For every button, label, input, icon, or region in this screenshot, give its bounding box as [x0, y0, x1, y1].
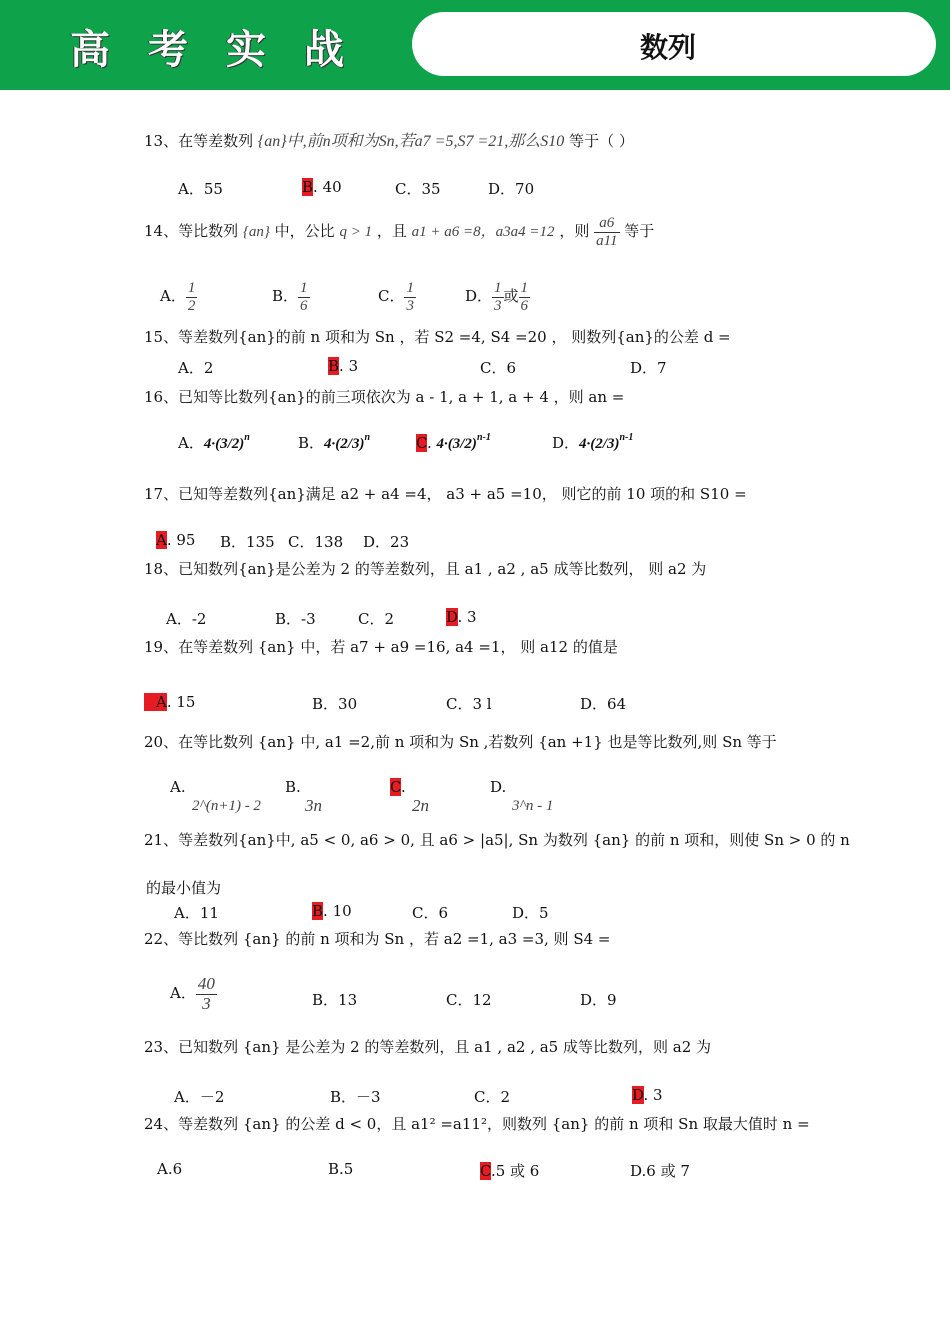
option-17-d[interactable]: D．23 [363, 533, 410, 551]
option-21-c[interactable]: C．6 [412, 904, 449, 922]
option-label: A． [170, 984, 196, 1003]
option-label: B. [285, 778, 301, 796]
option-label-dot: . [400, 778, 406, 796]
question-19: 19、在等差数列 {an} 中，若 a7 + a9 =16, a4 =1， 则 a12 的值是 [144, 638, 618, 656]
option-exp: n [364, 432, 371, 443]
question-16: 16、已知等比数列{an}的前三项依次为 a - 1, a + 1, a + 4 ，则 an = [144, 388, 625, 406]
question-15: 15、等差数列{an}的前 n 项和为 Sn ，若 S2 =4, S4 =20 ， 则数列{an}的公差 d = [144, 328, 731, 346]
answer-mark: C [480, 1162, 491, 1180]
frac-den: a11 [596, 232, 618, 249]
option-13-a[interactable]: A．55 [178, 180, 223, 198]
question-14-mid: 中，公比 [274, 222, 335, 240]
option-17-a[interactable] [156, 531, 195, 549]
option-18-a[interactable]: A．-2 [166, 610, 207, 628]
option-13-d[interactable]: D．70 [488, 180, 535, 198]
question-14-mid3: ，则 [559, 222, 590, 240]
option-22-c[interactable]: C．12 [446, 991, 492, 1009]
answer-mark: B [328, 357, 340, 375]
question-13-tail: 等于（ ） [569, 132, 634, 150]
option-23-d[interactable] [632, 1086, 663, 1104]
question-21: 21、等差数列{an}中, a5 < 0, a6 > 0, 且 a6 > |a5|, Sn 为数列 {an} 的前 n 项和，则使 Sn > 0 的 n [144, 831, 850, 849]
frac-num: 1 [187, 280, 196, 296]
frac-den: 6 [300, 297, 308, 314]
option-fraction [196, 975, 217, 1013]
option-label: A. [170, 778, 186, 796]
option-21-b-text: . 10 [323, 902, 352, 920]
option-label-dot: . [426, 434, 432, 452]
option-fraction [298, 280, 310, 314]
question-20: 20、在等比数列 {an} 中, a1 =2,前 n 项和为 Sn ,若数列 {an +1} 也是等比数列,则 Sn 等于 [144, 733, 777, 751]
question-14 [144, 215, 654, 249]
option-expr: 3n [305, 796, 322, 815]
option-expr: 3^n - 1 [512, 798, 554, 814]
question-14-cond1: q > 1 [339, 224, 373, 240]
question-13-lead: 13、在等差数列 [144, 132, 254, 150]
option-19-d[interactable]: D．64 [580, 695, 627, 713]
frac-den: 6 [520, 297, 529, 314]
option-17-c[interactable]: C．138 [288, 533, 344, 551]
option-label: D. [490, 778, 507, 796]
frac-num: 1 [300, 280, 308, 296]
option-expr: 4·(3/2) [203, 436, 245, 452]
option-fraction [186, 280, 198, 314]
option-16-c[interactable] [416, 432, 491, 453]
option-20-c[interactable] [390, 778, 429, 816]
option-fraction [404, 280, 416, 314]
question-22: 22、等比数列 {an} 的前 n 项和为 Sn ，若 a2 =1, a3 =3, 则 S4 = [144, 930, 611, 948]
option-15-a[interactable]: A．2 [178, 359, 214, 377]
frac-den: 2 [187, 297, 196, 314]
option-23-b[interactable]: B．－3 [330, 1088, 381, 1106]
option-19-b[interactable]: B．30 [312, 695, 358, 713]
frac-num: 40 [197, 974, 215, 993]
question-13 [144, 128, 634, 151]
option-expr: 4·(2/3) [324, 436, 365, 452]
option-18-d[interactable] [446, 608, 477, 626]
question-18: 18、已知数列{an}是公差为 2 的等差数列，且 a1 , a2 , a5 成等比数列， 则 a2 为 [144, 560, 707, 578]
frac-num: a6 [594, 215, 619, 233]
answer-mark: A [144, 693, 167, 711]
question-14-seq: {an} [242, 224, 270, 240]
option-19-c[interactable]: C．3 l [446, 695, 492, 713]
frac-num: 1 [494, 280, 502, 296]
option-17-b[interactable]: B．135 [220, 533, 275, 551]
question-14-lead: 14、等比数列 [144, 222, 239, 240]
question-23: 23、已知数列 {an} 是公差为 2 的等差数列，且 a1 , a2 , a5 成等比数列，则 a2 为 [144, 1038, 712, 1056]
option-23-c[interactable]: C．2 [474, 1088, 511, 1106]
question-21-line2: 的最小值为 [146, 879, 222, 897]
option-label: B． [298, 434, 325, 452]
option-24-a[interactable]: A.6 [157, 1160, 183, 1178]
question-14-tail: 等于 [624, 222, 655, 240]
option-expr: 4·(2/3) [579, 436, 620, 452]
question-24: 24、等差数列 {an} 的公差 d < 0，且 a1² =a11²，则数列 {an} 的前 n 项和 Sn 取最大值时 n = [144, 1115, 810, 1133]
option-label: D． [552, 434, 580, 452]
header-title: 高考实战 [70, 27, 382, 73]
answer-mark: C [390, 778, 401, 796]
option-21-a[interactable]: A．11 [174, 904, 219, 922]
option-expr: 4·(3/2) [436, 436, 477, 452]
answer-mark: C [416, 434, 427, 452]
answer-mark: A [156, 531, 167, 549]
option-14-d[interactable] [465, 280, 530, 314]
option-label: A． [160, 287, 186, 305]
option-19-a-text: . 15 [166, 693, 196, 711]
option-15-b-text: . 3 [339, 357, 359, 375]
option-16-b[interactable] [298, 432, 370, 453]
option-14-a[interactable] [160, 280, 197, 314]
option-22-b[interactable]: B．13 [312, 991, 358, 1009]
option-19-a[interactable] [144, 693, 195, 711]
frac-den: 3 [406, 297, 414, 314]
option-expr: 2n [412, 796, 429, 815]
option-22-d[interactable]: D．9 [580, 991, 617, 1009]
option-24-d[interactable]: D.6 或 7 [630, 1162, 690, 1180]
option-18-c[interactable]: C．2 [358, 610, 395, 628]
option-fraction [492, 280, 504, 314]
answer-mark: D [632, 1086, 644, 1104]
option-23-a[interactable]: A．－2 [174, 1088, 225, 1106]
option-20-b[interactable] [285, 778, 322, 816]
option-17-a-text: . 95 [166, 531, 196, 549]
option-label: C． [378, 287, 405, 305]
header-banner [0, 0, 950, 90]
option-13-c[interactable]: C．35 [395, 180, 441, 198]
answer-mark: B [312, 902, 324, 920]
frac-den: 3 [202, 993, 211, 1013]
option-16-a[interactable] [178, 432, 250, 453]
option-16-d[interactable] [552, 432, 633, 453]
option-22-a[interactable] [170, 975, 217, 1013]
option-23-d-text: . 3 [643, 1086, 663, 1104]
option-20-a[interactable] [170, 778, 261, 815]
option-13-b[interactable] [302, 178, 342, 196]
option-14-b[interactable] [272, 280, 310, 314]
option-18-b[interactable]: B．-3 [275, 610, 316, 628]
or-text: 或 [503, 287, 519, 305]
answer-mark: B [302, 178, 314, 196]
option-15-b[interactable] [328, 357, 358, 375]
option-label: D． [465, 287, 493, 305]
option-24-b[interactable]: B.5 [328, 1160, 354, 1178]
frac-num: 1 [520, 280, 529, 296]
header-topic: 数列 [640, 31, 697, 64]
option-15-d[interactable]: D．7 [630, 359, 667, 377]
question-14-fraction [594, 215, 619, 249]
option-20-d[interactable] [490, 778, 553, 815]
option-label: A． [178, 434, 204, 452]
option-exp: n-1 [476, 432, 491, 443]
frac-den: 3 [494, 297, 502, 314]
question-14-cond2: a1 + a6 =8，a3a4 =12 [411, 224, 555, 240]
question-17: 17、已知等差数列{an}满足 a2 + a4 =4， a3 + a5 =10， 则它的前 10 项的和 S10 = [144, 485, 747, 503]
option-exp: n-1 [619, 432, 634, 443]
option-expr: 2^(n+1) - 2 [192, 798, 261, 814]
option-24-c[interactable] [480, 1160, 539, 1181]
option-18-d-text: . 3 [457, 608, 477, 626]
option-label: B． [272, 287, 299, 305]
option-21-b[interactable] [312, 902, 352, 920]
option-fraction [519, 280, 531, 314]
option-24-c-text: .5 或 6 [490, 1162, 540, 1180]
option-15-c[interactable]: C．6 [480, 359, 517, 377]
option-14-c[interactable] [378, 280, 416, 314]
question-14-mid2: ，且 [376, 222, 407, 240]
option-21-d[interactable]: D．5 [512, 904, 549, 922]
question-13-math: {an}中,前n项和为Sn,若a7 =5,S7 =21,那么S10 [257, 133, 565, 150]
option-13-b-text: . 40 [313, 178, 342, 196]
frac-num: 1 [406, 280, 414, 296]
option-exp: n [244, 432, 250, 443]
answer-mark: D [446, 608, 458, 626]
